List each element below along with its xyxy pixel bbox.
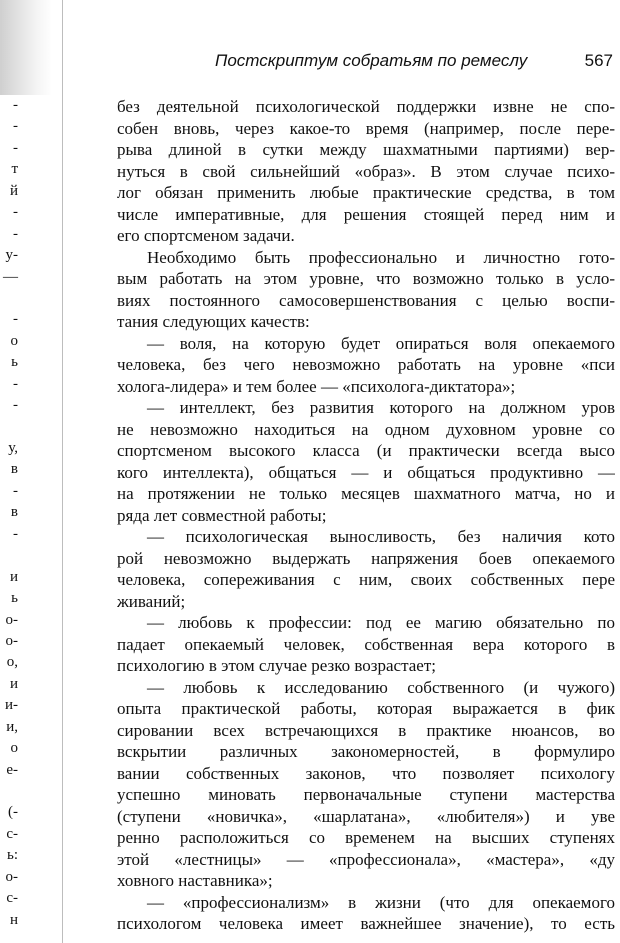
prev-page-fragment: - (13, 375, 18, 392)
prev-page-fragment: в (10, 461, 18, 478)
previous-page-fragments (0, 95, 18, 931)
prev-page-fragment (0, 781, 18, 802)
text-line: — воля, на которую будет опираться воля опекаемого (147, 333, 615, 353)
text-line: вскрытии различных закономерностей, в формулиро (117, 742, 615, 761)
prev-page-fragment: - (13, 482, 18, 499)
text-line: человека, без чего невозможно работать на уровне «пси (117, 355, 615, 374)
prev-page-fragment: у- (5, 247, 18, 264)
page-number: 567 (584, 51, 613, 70)
prev-page-fragment: ь (11, 590, 18, 607)
text-line: ряда лет совместной работы; (117, 505, 327, 525)
text-line: — психологическая выносливость, без наличия кото (147, 527, 615, 546)
text-line: опыта практической работы, которая выражается в фик (117, 699, 615, 718)
text-line: сировании всех встречающихся в практике нюансов, во (117, 720, 615, 740)
prev-page-fragment: й (9, 182, 18, 199)
prev-page-fragment: о, (6, 654, 18, 671)
text-line: тания следующих качеств: (117, 312, 310, 331)
prev-page-fragment: - (13, 139, 18, 156)
prev-page-fragment: ь: (6, 847, 18, 864)
text-line: рыва длиной в сутки между шахматными партиями) вер- (117, 140, 615, 159)
prev-page-fragment: н (9, 911, 18, 928)
prev-page-fragment (0, 288, 18, 309)
text-line: его спортсменом задачи. (117, 226, 295, 245)
prev-page-fragment: о- (5, 632, 18, 649)
prev-page-fragment: о- (5, 868, 18, 885)
prev-page-fragment: и- (4, 697, 18, 714)
prev-page-fragment: с- (6, 825, 18, 842)
running-head: Постскриптум собратьям по ремеслу (215, 51, 528, 70)
prev-page-fragment: (- (8, 804, 18, 821)
prev-page-fragment: и (9, 675, 18, 692)
text-line: вым работать на этом уровне, что возможно только в усло- (117, 269, 615, 288)
text-line: на протяжении не только месяцев шахматного матча, но и (117, 484, 615, 503)
text-line: вании собственных законов, что позволяет психологу (117, 763, 615, 783)
text-line: виях постоянного самосовершенствования с целью воспи- (117, 290, 615, 310)
prev-page-fragment: и (9, 568, 18, 585)
prev-page-fragment: о (10, 332, 18, 349)
body-text (117, 96, 615, 935)
prev-page-fragment: о (10, 740, 18, 757)
text-line: живаний; (117, 591, 186, 611)
prev-page-fragment (0, 417, 18, 438)
text-line: — интеллект, без развития которого на должном уров (147, 398, 615, 417)
text-line: этой «лестницы» — «профессионала», «мастера», «ду (117, 849, 615, 869)
text-line: успешно миновать первоначальные ступени мастерства (117, 785, 615, 804)
text-line: кого интеллекта), общаться — и общаться продуктивно — (117, 462, 615, 482)
text-line: без деятельной психологической поддержки извне не спо- (117, 97, 615, 116)
prev-page-fragment: т (11, 161, 18, 178)
text-line: — «профессионализм» в жизни (что для опекаемого (147, 892, 615, 912)
page-header (215, 48, 615, 74)
prev-page-fragment: — (3, 268, 18, 285)
text-line: психологию в этом случае резко возрастает; (117, 656, 436, 675)
prev-page-fragment: е- (6, 761, 18, 778)
page-edge-line (62, 0, 63, 943)
prev-page-fragment: в (10, 504, 18, 521)
text-line: (ступени «новичка», «шарлатана», «любителя») и уве (117, 806, 615, 826)
text-line: ренно расположиться со временем на высших ступенях (117, 828, 615, 847)
prev-page-fragment: - (13, 97, 18, 113)
text-line: не невозможно находиться на одном духовном уровне со (117, 419, 615, 439)
text-line: холога-лидера» и тем более — «психолога-диктатора»; (117, 376, 516, 396)
text-line: человека, сопереживания с ним, своих собственных пере (117, 570, 615, 589)
text-line: — любовь к профессии: под ее магию обязательно по (147, 613, 615, 632)
text-line: рой невозможно выдержать напряжения боев опекаемого (117, 548, 615, 568)
text-line: — любовь к исследованию собственного (и чужого) (147, 677, 615, 697)
text-line: числе императивные, для решения стоящей перед ним и (117, 204, 615, 224)
text-line: ховного наставника»; (117, 871, 273, 890)
prev-page-fragment: - (13, 118, 18, 135)
prev-page-fragment: с- (6, 890, 18, 907)
prev-page-fragment (0, 545, 18, 566)
text-line: падает опекаемый человек, собственная вера которого в (117, 634, 615, 654)
prev-page-fragment: о- (5, 611, 18, 628)
prev-page-fragment: и, (6, 718, 18, 735)
binding-shadow (0, 0, 52, 95)
text-line: спортсменом высокого класса (и практически всегда высо (117, 441, 615, 460)
prev-page-fragment: ь (11, 354, 18, 371)
prev-page-fragment: - (13, 311, 18, 328)
text-line: психологом человека имеет важнейшее значение), то есть (117, 914, 615, 933)
prev-page-fragment: - (13, 204, 18, 221)
text-line: собен вновь, через какое-то время (например, после пере- (117, 118, 615, 138)
text-line: Необходимо быть профессионально и личностно гото- (147, 247, 615, 267)
prev-page-fragment: у, (8, 440, 18, 456)
text-line: нуться в свой сильнейший «образ». В этом случае психо- (117, 161, 615, 181)
text-line: лог обязан применить любые практические средства, в том (117, 183, 615, 202)
prev-page-fragment: - (13, 225, 18, 242)
prev-page-fragment: - (13, 397, 18, 414)
prev-page-fragment: - (13, 525, 18, 542)
